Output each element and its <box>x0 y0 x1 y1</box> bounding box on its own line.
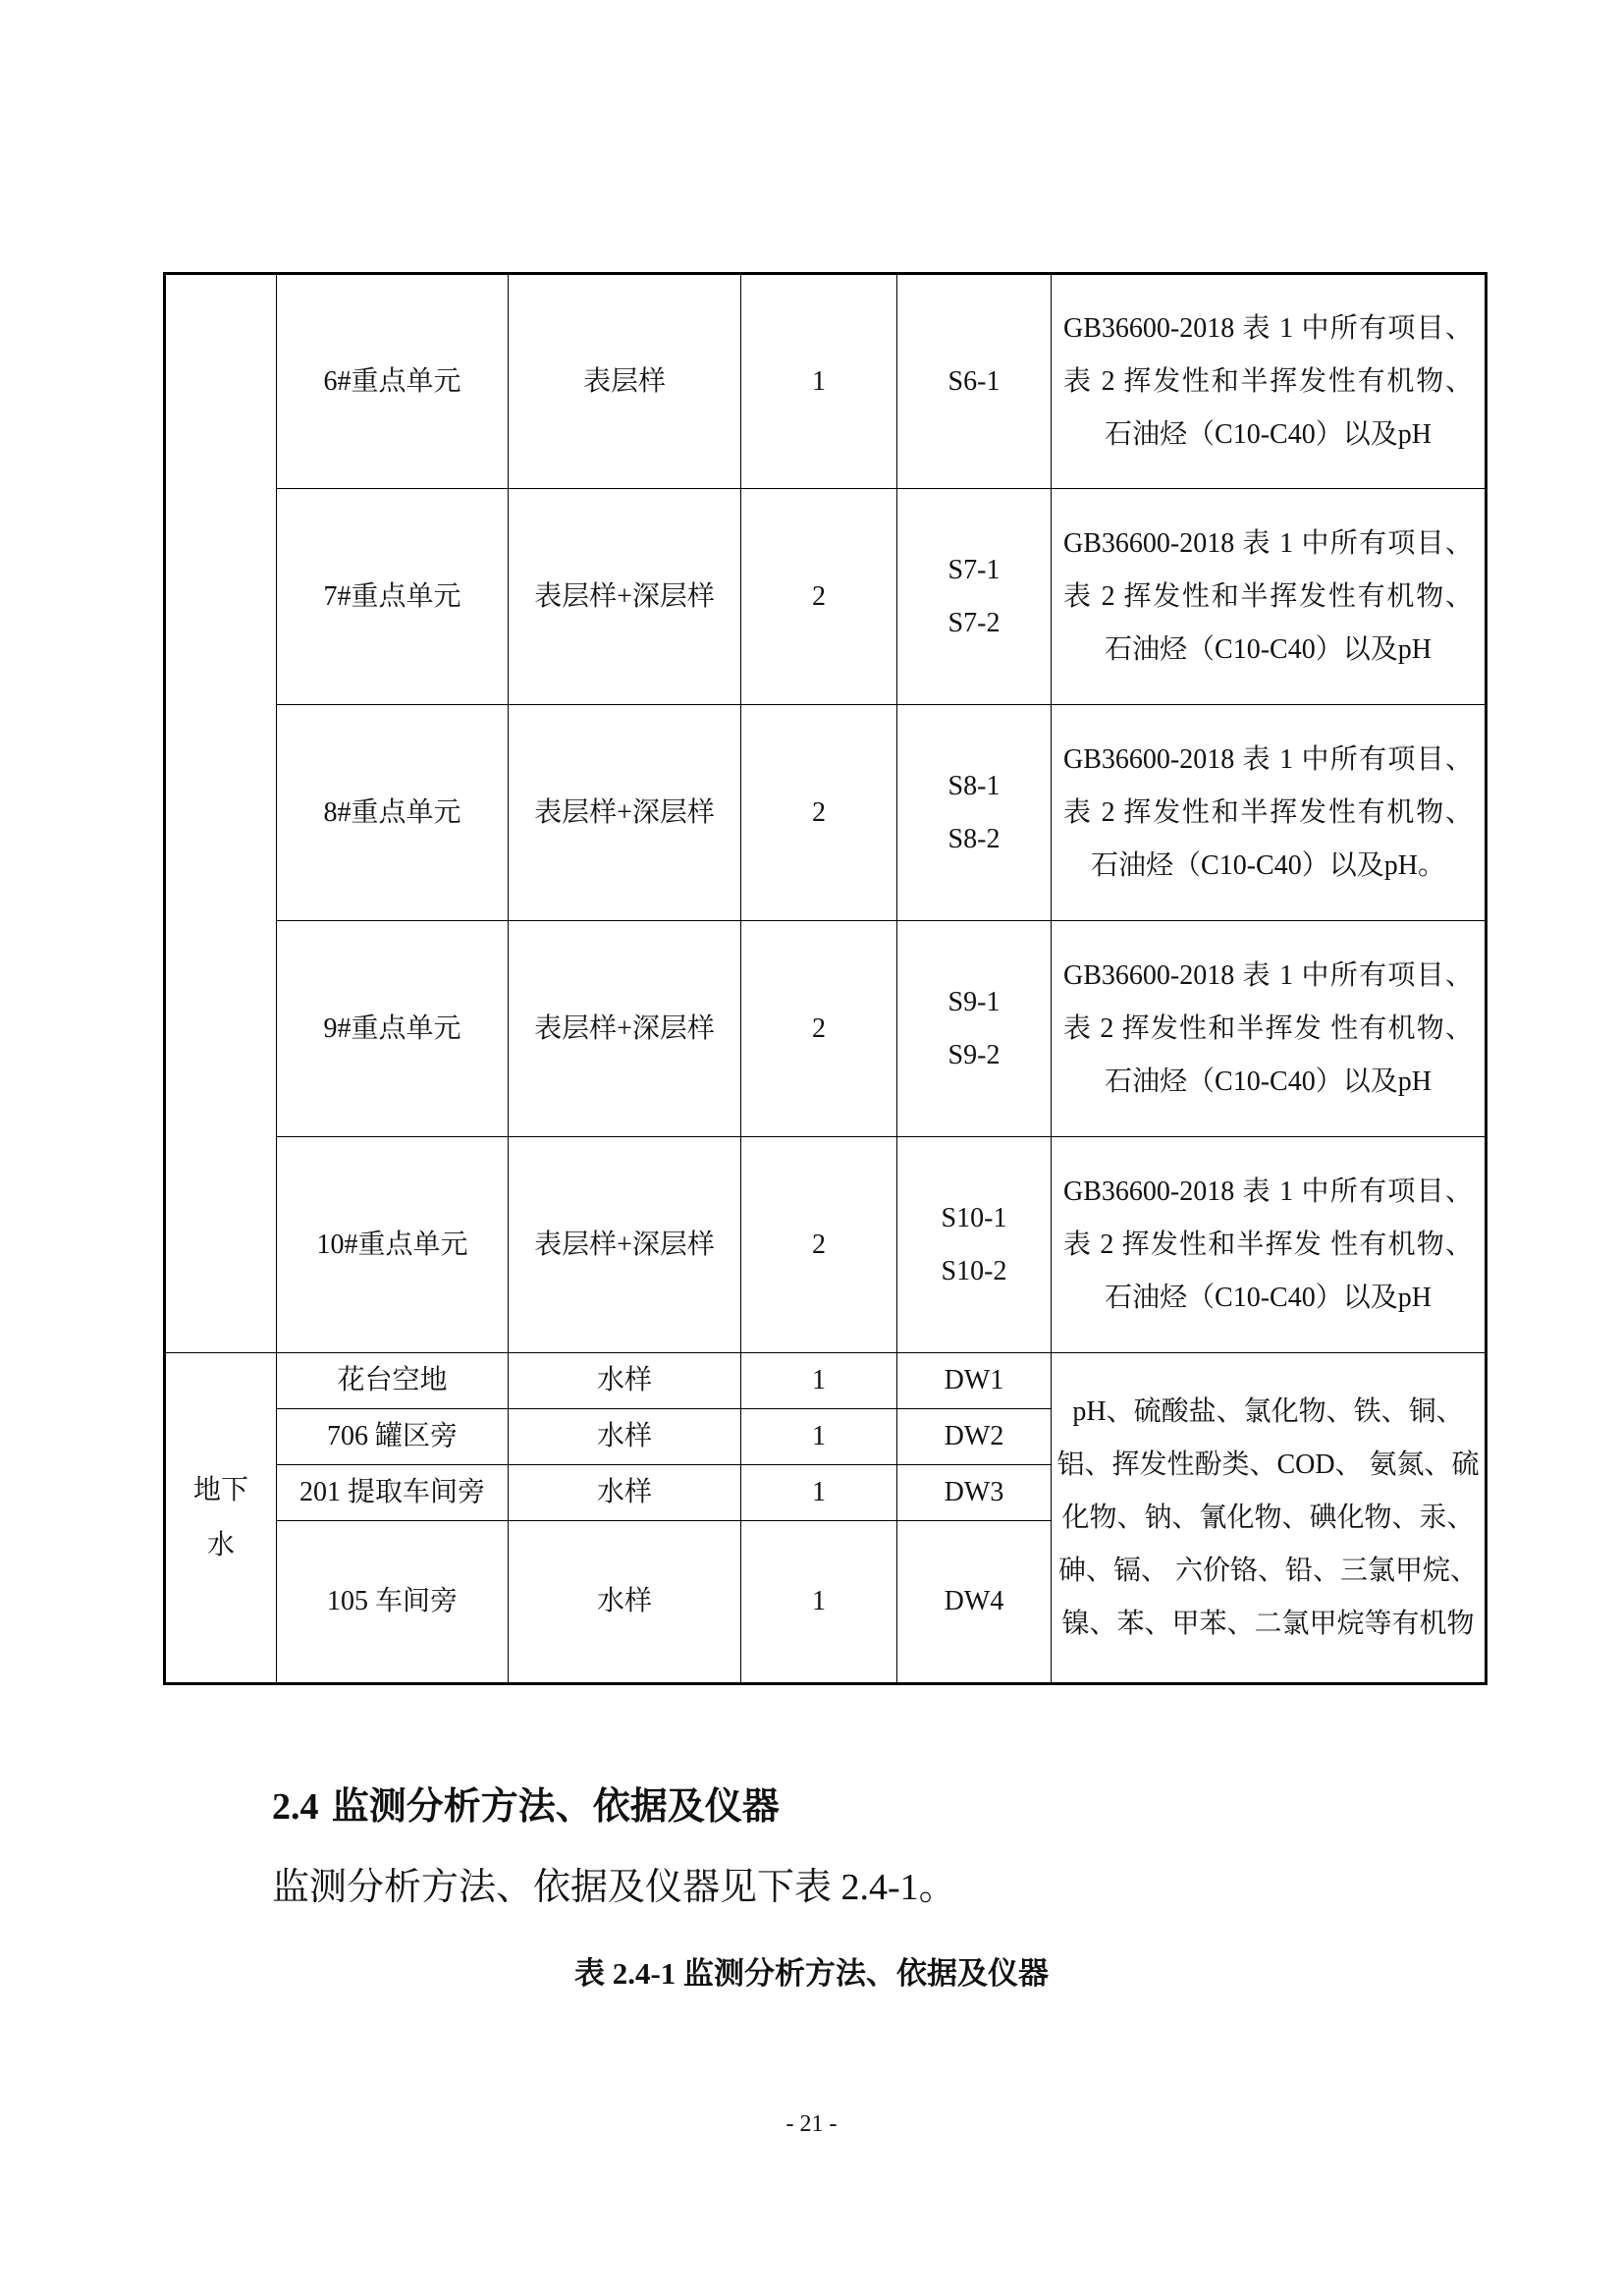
table-row <box>165 1137 1487 1353</box>
sampling-table <box>163 272 1488 1685</box>
code-cell: DW1 <box>897 1353 1052 1409</box>
code-cell: S10-1 S10-2 <box>897 1137 1052 1353</box>
groundwater-items-cell: pH、硫酸盐、氯化物、铁、铜、铝、挥发性酚类、COD、 氨氮、硫化物、钠、氰化物、碘化物、汞、砷、镉、 六价铬、铅、三氯甲烷、镍、苯、甲苯、二氯甲烷等有机物 <box>1052 1353 1487 1684</box>
section-number: 2.4 <box>272 1786 319 1828</box>
unit-cell: 10#重点单元 <box>277 1137 509 1353</box>
items-cell: GB36600-2018 表 1 中所有项目、表 2 挥发性和半挥发性有机物、石油烃（C10-C40）以及pH。 <box>1052 705 1487 921</box>
sample-type-cell: 表层样+深层样 <box>509 921 741 1137</box>
location-cell: 201 提取车间旁 <box>277 1465 509 1521</box>
sample-type-cell: 水样 <box>509 1409 741 1465</box>
count-cell: 1 <box>741 1521 897 1684</box>
code-cell: S6-1 <box>897 274 1052 489</box>
count-cell: 1 <box>741 1409 897 1465</box>
code-cell: DW3 <box>897 1465 1052 1521</box>
unit-cell: 7#重点单元 <box>277 489 509 705</box>
count-cell: 1 <box>741 274 897 489</box>
count-cell: 1 <box>741 1465 897 1521</box>
unit-cell: 6#重点单元 <box>277 274 509 489</box>
count-cell: 2 <box>741 921 897 1137</box>
code-cell: DW2 <box>897 1409 1052 1465</box>
body-paragraph: 监测分析方法、依据及仪器见下表 2.4-1。 <box>272 1867 956 1908</box>
code-cell: S7-1 S7-2 <box>897 489 1052 705</box>
sample-type-cell: 表层样+深层样 <box>509 1137 741 1353</box>
location-cell: 花台空地 <box>277 1353 509 1409</box>
groundwater-category-cell: 地下水 <box>165 1353 277 1684</box>
sample-type-cell: 表层样+深层样 <box>509 705 741 921</box>
table-row <box>165 274 1487 489</box>
section-title: 监测分析方法、依据及仪器 <box>331 1784 780 1828</box>
unit-cell: 9#重点单元 <box>277 921 509 1137</box>
sample-type-cell: 水样 <box>509 1465 741 1521</box>
items-cell: GB36600-2018 表 1 中所有项目、表 2 挥发性和半挥发性有机物、石油烃（C10-C40）以及pH <box>1052 274 1487 489</box>
code-cell: DW4 <box>897 1521 1052 1684</box>
count-cell: 2 <box>741 705 897 921</box>
table-row <box>165 1353 1487 1409</box>
page-number: - 21 - <box>785 2111 838 2137</box>
unit-cell: 8#重点单元 <box>277 705 509 921</box>
table-row <box>165 921 1487 1137</box>
items-cell: GB36600-2018 表 1 中所有项目、表 2 挥发性和半挥发 性有机物、石油烃（C10-C40）以及pH <box>1052 1137 1487 1353</box>
items-cell: GB36600-2018 表 1 中所有项目、表 2 挥发性和半挥发 性有机物、石油烃（C10-C40）以及pH <box>1052 921 1487 1137</box>
location-cell: 706 罐区旁 <box>277 1409 509 1465</box>
count-cell: 1 <box>741 1353 897 1409</box>
table-row <box>165 705 1487 921</box>
sample-type-cell: 表层样+深层样 <box>509 489 741 705</box>
items-cell: GB36600-2018 表 1 中所有项目、表 2 挥发性和半挥发性有机物、石油烃（C10-C40）以及pH <box>1052 489 1487 705</box>
sample-type-cell: 水样 <box>509 1353 741 1409</box>
table-caption: 表 2.4-1 监测分析方法、依据及仪器 <box>573 1956 1050 1991</box>
sample-type-cell: 表层样 <box>509 274 741 489</box>
count-cell: 2 <box>741 489 897 705</box>
code-cell: S9-1 S9-2 <box>897 921 1052 1137</box>
count-cell: 2 <box>741 1137 897 1353</box>
sample-type-cell: 水样 <box>509 1521 741 1684</box>
code-cell: S8-1 S8-2 <box>897 705 1052 921</box>
soil-category-cell <box>165 274 277 1353</box>
section-heading <box>272 1776 780 1830</box>
table-row <box>165 489 1487 705</box>
location-cell: 105 车间旁 <box>277 1521 509 1684</box>
